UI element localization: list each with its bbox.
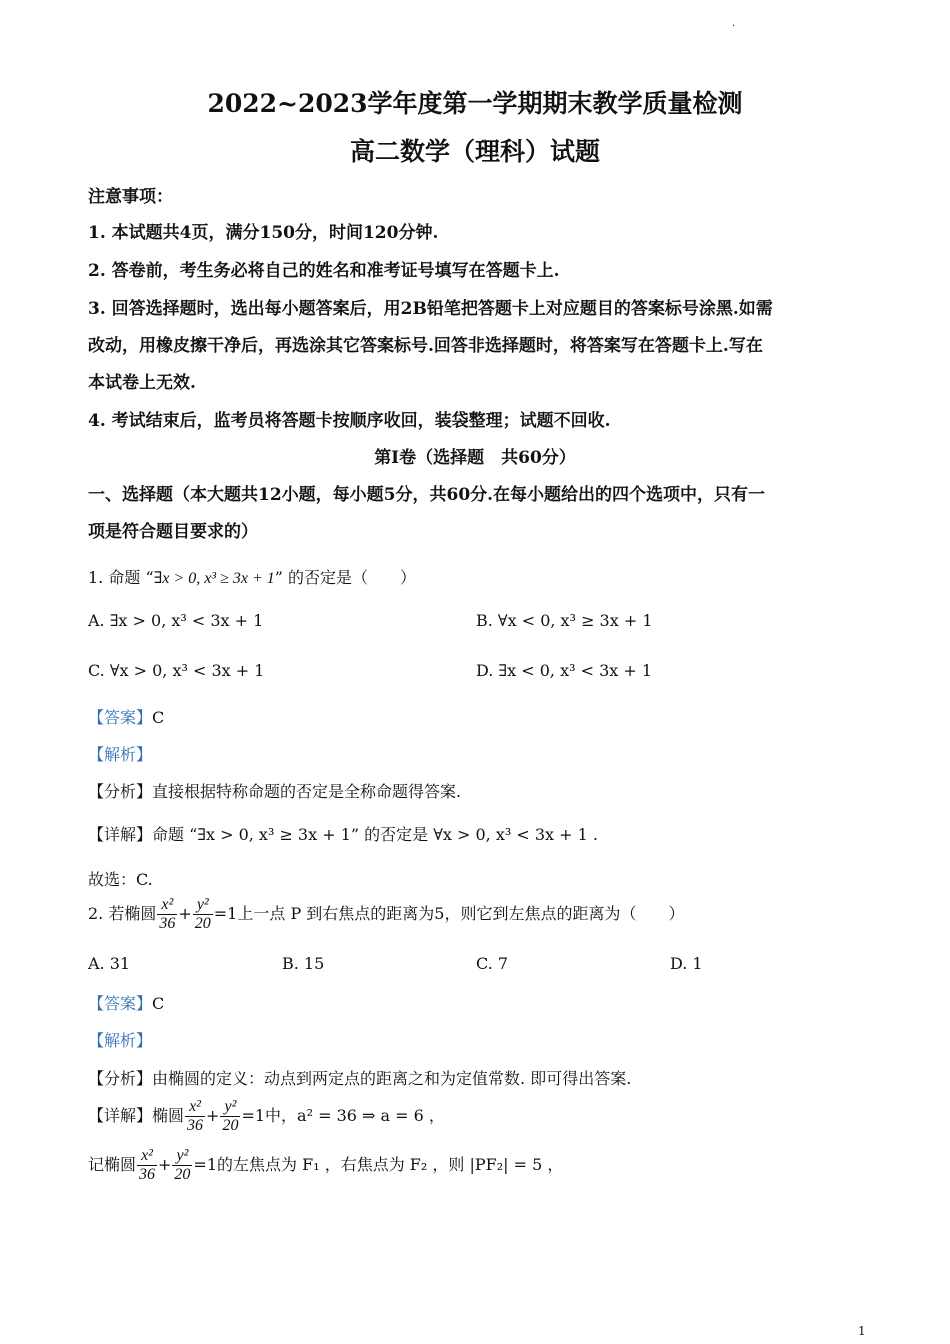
q2-fraction-x	[157, 896, 177, 933]
q2-line2-post: 的左焦点为 F₁ ，右焦点为 F₂ ，则 |PF₂| = 5 ，	[217, 1155, 564, 1174]
q1-prefix: 1. 命题 “	[88, 568, 154, 587]
q1-xiangjie-tag: 【详解】	[88, 825, 153, 844]
q1-xiangjie-line	[88, 822, 598, 845]
q2-line2	[88, 1147, 563, 1184]
q1-fenxi: 直接根据特称命题的否定是全称命题得答案.	[152, 782, 462, 801]
q2-detail-frac2-num: y²	[220, 1098, 240, 1117]
q2-detail-equals: =1	[241, 1106, 266, 1125]
q2-fraction-y	[193, 896, 213, 933]
notice-item-2: 2. 答卷前，考生务必将自己的姓名和准考证号填写在答题卡上.	[88, 261, 560, 281]
q2-detail-plus: +	[206, 1106, 220, 1125]
q2-frac1-num: x²	[157, 896, 177, 915]
q2-line2-equals: =1	[193, 1155, 218, 1174]
q2-line2-fraction-x	[137, 1147, 157, 1184]
q2-suffix: 上一点 P 到右焦点的距离为5，则它到左焦点的距离为（ ）	[237, 904, 685, 923]
q2-answer-line	[88, 991, 164, 1014]
q1-expression: ∃x > 0, x³ ≥ 3x + 1	[153, 570, 275, 587]
q2-xiangjie-tag: 【详解】	[88, 1106, 153, 1125]
q2-frac2-den: 20	[194, 915, 211, 932]
q2-line2-frac2-num: y²	[172, 1147, 192, 1166]
q1-option-a: A. ∃x > 0, x³ < 3x + 1	[88, 611, 264, 630]
q2-option-a: A. 31	[88, 954, 131, 973]
q1-xiangjie: 命题 “∃x > 0, x³ ≥ 3x + 1” 的否定是 ∀x > 0, x³ < 3x + 1 .	[152, 825, 599, 844]
q2-answer: C	[152, 994, 165, 1013]
q2-option-b: B. 15	[282, 954, 325, 973]
q2-frac1-den: 36	[159, 915, 176, 932]
notice-item-3-line2: 改动，用橡皮擦干净后，再选涂其它答案标号.回答非选择题时，将答案写在答题卡上.写在	[88, 336, 763, 356]
q2-detail-fraction-x	[185, 1098, 205, 1135]
q2-line2-frac2-den: 20	[174, 1166, 191, 1183]
q2-fenxi-tag: 【分析】	[88, 1069, 153, 1088]
q1-suffix: ” 的否定是（ ）	[274, 568, 417, 587]
part-title: 第Ⅰ卷（选择题 共60分）	[374, 448, 576, 468]
question-1	[88, 565, 416, 588]
q2-fenxi: 由椭圆的定义：动点到两定点的距离之和为定值常数. 即可得出答案.	[152, 1069, 632, 1088]
q1-option-c: C. ∀x > 0, x³ < 3x + 1	[88, 661, 265, 680]
header-mark: .	[732, 18, 736, 29]
notice-heading: 注意事项：	[88, 187, 173, 207]
q2-line2-frac1-num: x²	[137, 1147, 157, 1166]
page-number: 1	[858, 1324, 866, 1338]
q2-option-c: C. 7	[476, 954, 509, 973]
q2-equals: =1	[213, 904, 238, 923]
q2-plus: +	[178, 904, 192, 923]
q2-line2-frac1-den: 36	[139, 1166, 156, 1183]
q2-analysis-tag: 【解析】	[88, 1031, 153, 1050]
q2-xiangjie-line	[88, 1098, 445, 1135]
section-heading-line1: 一、选择题（本大题共12小题，每小题5分，共60分.在每小题给出的四个选项中，只有一	[88, 485, 766, 505]
q2-fenxi-line	[88, 1066, 631, 1089]
exam-title: 2022~2023学年度第一学期期末教学质量检测	[207, 89, 743, 118]
q1-conclusion: 故选：C.	[88, 870, 153, 889]
q1-answer-line	[88, 705, 164, 728]
q2-line2-plus: +	[158, 1155, 172, 1174]
q1-fenxi-tag: 【分析】	[88, 782, 153, 801]
q1-option-d: D. ∃x < 0, x³ < 3x + 1	[476, 661, 653, 680]
q2-line2-pre: 记椭圆	[88, 1155, 137, 1174]
q2-xiangjie-pre: 椭圆	[152, 1106, 185, 1125]
notice-item-1: 1. 本试题共4页，满分150分，时间120分钟.	[88, 223, 439, 243]
notice-item-4: 4. 考试结束后，监考员将答题卡按顺序收回，装袋整理；试题不回收.	[88, 411, 611, 431]
q2-detail-frac2-den: 20	[222, 1117, 239, 1134]
q2-line2-fraction-y	[172, 1147, 192, 1184]
q2-xiangjie-post: 中，a² = 36 ⇒ a = 6 ，	[265, 1106, 445, 1125]
q2-detail-frac1-num: x²	[185, 1098, 205, 1117]
section-heading-line2: 项是符合题目要求的）	[88, 522, 258, 542]
q1-answer-tag: 【答案】	[88, 708, 153, 727]
q1-option-b: B. ∀x < 0, x³ ≥ 3x + 1	[476, 611, 653, 630]
notice-item-3-line1: 3. 回答选择题时，选出每小题答案后，用2B铅笔把答题卡上对应题目的答案标号涂黑.如需	[88, 299, 773, 319]
question-2	[88, 896, 684, 933]
q2-answer-tag: 【答案】	[88, 994, 153, 1013]
q1-fenxi-line	[88, 779, 461, 802]
q2-detail-fraction-y	[220, 1098, 240, 1135]
q2-detail-frac1-den: 36	[187, 1117, 204, 1134]
q1-analysis-tag: 【解析】	[88, 745, 153, 764]
notice-item-3-line3: 本试卷上无效.	[88, 373, 196, 393]
q2-frac2-num: y²	[193, 896, 213, 915]
exam-subtitle: 高二数学（理科）试题	[349, 137, 600, 166]
q2-prefix: 2. 若椭圆	[88, 904, 157, 923]
q2-option-d: D. 1	[670, 954, 703, 973]
q1-answer: C	[152, 708, 165, 727]
